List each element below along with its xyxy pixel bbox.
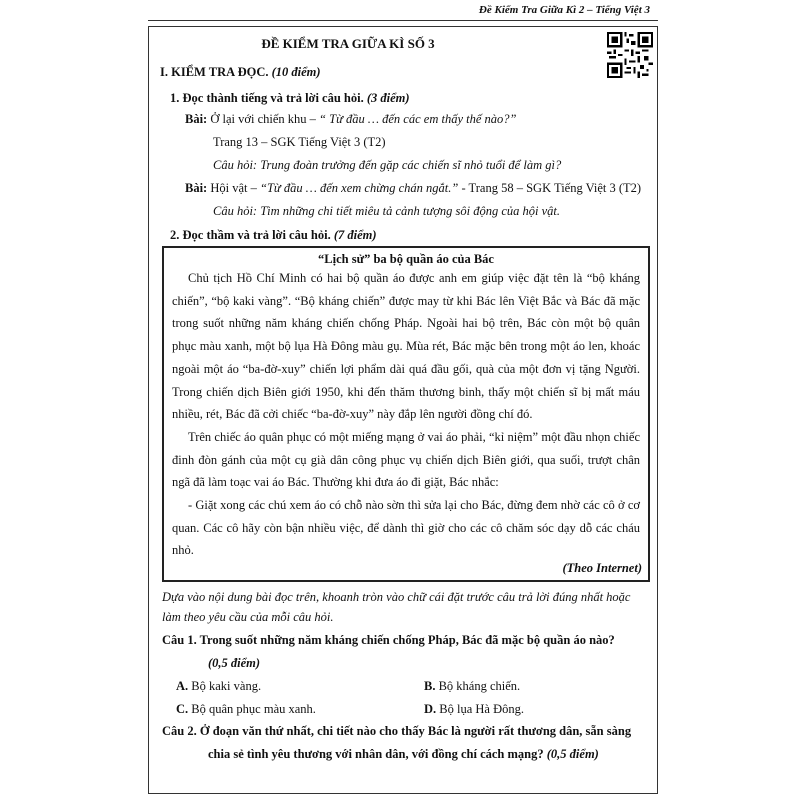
reading1-line	[185, 111, 516, 127]
question-1-text: Câu 1. Trong suốt những năm kháng chiến chống Pháp, Bác đã mặc bộ quần áo nào?	[162, 633, 615, 647]
instruction-line-2: làm theo yêu cầu của mỗi câu hỏi.	[162, 610, 334, 624]
reading1-quote: “ Từ đầu … đến các em thấy thế nào?”	[319, 112, 517, 126]
option-letter: A.	[176, 679, 189, 693]
reading1-question: Câu hỏi: Trung đoàn trưởng đến gặp các chiến sĩ nhỏ tuổi để làm gì?	[213, 158, 562, 172]
option-letter: D.	[424, 702, 437, 716]
reading2-question: Câu hỏi: Tìm những chi tiết miêu tả cảnh tượng sôi động của hội vật.	[213, 204, 561, 218]
question-1-points: (0,5 điểm)	[208, 656, 261, 670]
option-text: Bộ lụa Hà Đông.	[439, 702, 524, 716]
question-2-points: (0,5 điểm)	[546, 747, 599, 761]
part2-label: 2. Đọc thầm và trả lời câu hỏi.	[170, 228, 331, 242]
q1-option-c[interactable]	[176, 701, 316, 717]
passage-paragraph-3: - Giặt xong các chú xem áo có chỗ nào sờn thì sửa lại cho Bác, đừng đem nhờ các cô ở cơ quan. Các cô hãy còn bận nhiều việc, để dành thì giờ cho các cô chăm sóc dạy dỗ các cháu nhỏ.	[172, 498, 640, 558]
header-rule	[148, 20, 658, 21]
reading2-title: Hội vật –	[210, 181, 257, 195]
q1-option-d[interactable]	[424, 701, 524, 717]
part1-label: 1. Đọc thành tiếng và trả lời câu hỏi.	[170, 91, 364, 105]
instruction-line-1: Dựa vào nội dung bài đọc trên, khoanh tròn vào chữ cái đặt trước câu trả lời đúng nhất hoặc	[162, 590, 631, 604]
q1-option-b[interactable]	[424, 678, 520, 694]
running-header: Đề Kiểm Tra Giữa Kì 2 – Tiếng Việt 3	[478, 4, 650, 16]
reading1-prefix: Bài:	[185, 112, 208, 126]
part1-heading	[170, 90, 410, 106]
section-label: I. KIỂM TRA ĐỌC.	[160, 65, 269, 79]
q1-option-a[interactable]	[176, 678, 261, 694]
option-text: Bộ kháng chiến.	[438, 679, 521, 693]
reading2-line	[185, 180, 641, 196]
reading1-source: Trang 13 – SGK Tiếng Việt 3 (T2)	[213, 135, 386, 149]
qr-code-icon	[607, 32, 653, 78]
question-2-line-1: Câu 2. Ở đoạn văn thứ nhất, chi tiết nào cho thấy Bác là người rất thương dân, sẵn sàng	[162, 724, 632, 738]
part2-heading	[170, 227, 377, 243]
part1-points: (3 điểm)	[366, 91, 410, 105]
question-2-text: chia sẻ tình yêu thương với nhân dân, với đồng chí cách mạng?	[208, 747, 544, 761]
part2-points: (7 điểm)	[333, 228, 377, 242]
section-kiem-tra-doc	[160, 64, 321, 80]
passage-paragraph-2: Trên chiếc áo quân phục có một miếng mạng ở vai áo phải, “kỉ niệm” một đầu nhọn chiếc đinh đòn gánh của một cụ già dân công phục vụ chiến dịch Biên giới, qua suối, trượt chân ngã đã làm toạc vai áo Bác. Thường khi đưa áo đi giặt, Bác nhắc:	[172, 429, 640, 490]
reading-passage-box	[162, 246, 650, 582]
option-text: Bộ quân phục màu xanh.	[191, 702, 316, 716]
reading2-prefix: Bài:	[185, 181, 208, 195]
reading2-source: - Trang 58 – SGK Tiếng Việt 3 (T2)	[458, 181, 642, 195]
exam-title: ĐỀ KIỂM TRA GIỮA KÌ SỐ 3	[261, 36, 435, 51]
passage-paragraph-1: Chủ tịch Hồ Chí Minh có hai bộ quần áo được anh em giúp việc đặt tên là “bộ kháng chiến”, “bộ kaki vàng”. “Bộ kháng chiến” được may từ khi Bác lên Việt Bắc và Bác đã mặc trong suốt những năm kháng chiến chống Pháp. Ngoài hai bộ trên, Bác còn một bộ quân phục màu xanh, một bộ lụa Hà Đông màu gụ. Mùa rét, Bác mặc bên trong một áo len, khoác ngoài một áo “ba-đờ-xuy” chiến lợi phẩm dài quá đầu gối, quà của một đơn vị tặng Người. Trong chiến dịch Biên giới 1950, khi đến thăm thương binh, thấy một chiến sĩ bị mất máu nhiều, rét, Bác đã cởi chiếc “ba-đờ-xuy” này đắp lên người đồng chí đó.	[172, 271, 640, 422]
question-2-line-2	[208, 746, 599, 762]
option-letter: C.	[176, 702, 189, 716]
reading2-quote: “Từ đầu … đến xem chừng chán ngắt.”	[260, 181, 459, 195]
section-points: (10 điểm)	[271, 65, 321, 79]
reading1-title: Ở lại với chiến khu –	[210, 112, 316, 126]
option-text: Bộ kaki vàng.	[191, 679, 262, 693]
passage-title: “Lịch sử” ba bộ quần áo của Bác	[318, 252, 494, 266]
passage-source: (Theo Internet)	[562, 561, 642, 575]
option-letter: B.	[424, 679, 436, 693]
